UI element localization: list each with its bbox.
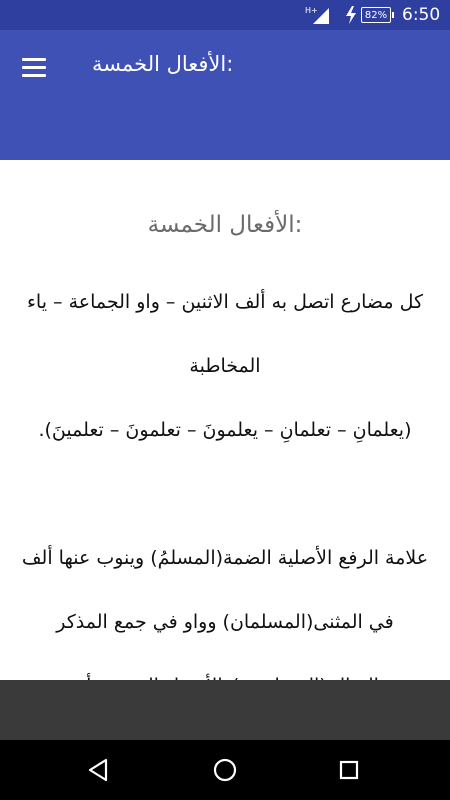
back-icon[interactable] <box>81 752 117 788</box>
ad-banner[interactable] <box>0 680 450 740</box>
recents-icon[interactable] <box>331 752 367 788</box>
article-paragraph: علامة الرفع الأصلية الضمة(المسلمُ) وينوب عنها ألف في المثنى(المسلمان) وواو في جمع المذكر <box>21 547 429 633</box>
home-icon[interactable] <box>207 752 243 788</box>
article-paragraph: (يعلمانِ – تعلمانِ – يعلمونَ – تعلمونَ – تعلمينَ). <box>38 419 412 441</box>
article-content[interactable] <box>0 160 450 680</box>
battery-icon <box>361 0 397 30</box>
article-paragraph: كل مضارع اتصل به ألف الاثنين – واو الجماعة – ياء المخاطبة <box>26 291 424 377</box>
menu-icon[interactable] <box>22 54 48 80</box>
charging-icon <box>345 0 359 30</box>
status-time: 6:50 <box>402 5 441 25</box>
network-type-label: H+ <box>305 6 318 15</box>
article-title: :الأفعال الخمسة <box>147 212 303 238</box>
toolbar-title: :الأفعال الخمسة <box>92 52 234 76</box>
status-bar <box>0 0 450 30</box>
battery-level: 82% <box>361 7 391 23</box>
app-bar <box>0 30 450 160</box>
navigation-bar <box>0 740 450 800</box>
signal-icon <box>305 0 331 30</box>
